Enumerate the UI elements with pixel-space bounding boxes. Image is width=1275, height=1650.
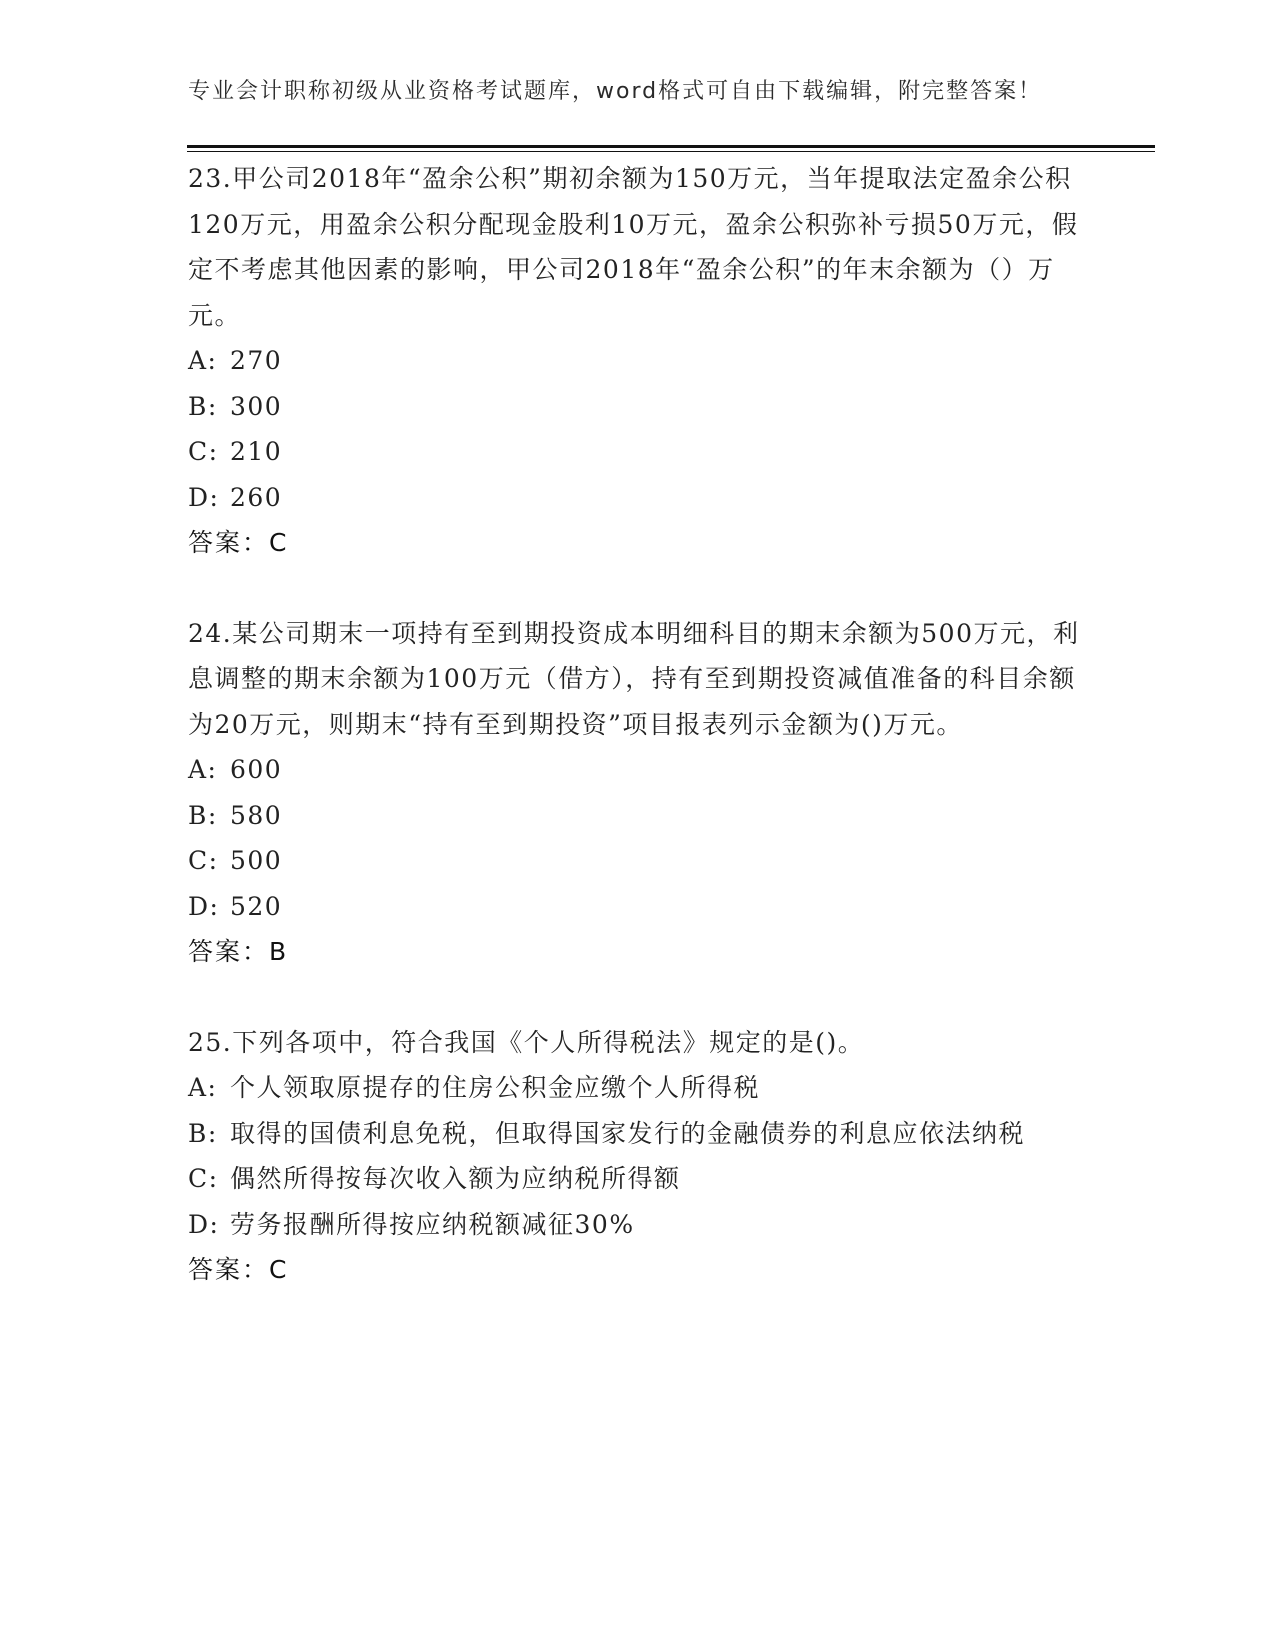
option-key: B: xyxy=(188,800,218,830)
option-text: 偶然所得按每次收入额为应纳税所得额 xyxy=(230,1164,681,1193)
option-key: C: xyxy=(188,1164,219,1193)
option-key: A: xyxy=(188,1073,218,1102)
option-key: D: xyxy=(188,482,220,512)
option-c xyxy=(188,838,1088,884)
option-text: 500 xyxy=(230,846,283,875)
answer-line: 答案：B xyxy=(188,937,289,966)
option-key: A: xyxy=(188,755,218,784)
option-text: 劳务报酬所得按应纳税额减征30% xyxy=(230,1209,635,1239)
option-key: D: xyxy=(188,891,220,921)
question-stem: 23.甲公司2018年“盈余公积”期初余额为150万元，当年提取法定盈余公积120万元，用盈余公积分配现金股利10万元，盈余公积弥补亏损50万元，假定不考虑其他因素的影响，甲公司2018年“盈余公积”的年末余额为（）万元。 xyxy=(188,164,1079,330)
option-key: C: xyxy=(188,846,219,875)
option-c xyxy=(188,1156,1088,1202)
option-a xyxy=(188,747,1088,793)
header-divider-thick xyxy=(187,145,1155,148)
option-d xyxy=(188,884,1088,930)
question-25 xyxy=(188,1020,1088,1293)
option-key: A: xyxy=(188,346,218,375)
page-header: 专业会计职称初级从业资格考试题库，word格式可自由下载编辑，附完整答案！ xyxy=(188,79,1043,104)
question-list xyxy=(188,156,1088,1338)
option-key: B: xyxy=(188,1118,218,1148)
option-a xyxy=(188,1065,1088,1111)
option-b xyxy=(188,793,1088,839)
question-stem: 25.下列各项中，符合我国《个人所得税法》规定的是()。 xyxy=(188,1027,865,1057)
answer-line: 答案：C xyxy=(188,1255,289,1284)
question-24 xyxy=(188,611,1088,975)
answer-line: 答案：C xyxy=(188,528,289,557)
option-d xyxy=(188,475,1088,521)
option-key: B: xyxy=(188,391,218,421)
option-text: 取得的国债利息免税，但取得国家发行的金融债券的利息应依法纳税 xyxy=(230,1118,1026,1148)
option-text: 600 xyxy=(230,755,283,784)
option-b xyxy=(188,384,1088,430)
option-text: 210 xyxy=(230,437,283,466)
option-c xyxy=(188,429,1088,475)
header-divider-thin xyxy=(187,151,1155,152)
question-23 xyxy=(188,156,1088,566)
option-text: 270 xyxy=(230,346,283,375)
option-text: 260 xyxy=(230,482,283,512)
option-d xyxy=(188,1202,1088,1248)
option-text: 300 xyxy=(230,391,283,421)
question-stem: 24.某公司期末一项持有至到期投资成本明细科目的期末余额为500万元，利息调整的期末余额为100万元（借方），持有至到期投资减值准备的科目余额为20万元，则期末“持有至到期投资”项目报表列示金额为()万元。 xyxy=(188,618,1080,739)
option-text: 个人领取原提存的住房公积金应缴个人所得税 xyxy=(230,1073,761,1102)
option-text: 520 xyxy=(230,891,283,921)
option-key: C: xyxy=(188,437,219,466)
option-text: 580 xyxy=(230,800,283,830)
option-a xyxy=(188,338,1088,384)
option-key: D: xyxy=(188,1209,220,1239)
option-b xyxy=(188,1111,1088,1157)
